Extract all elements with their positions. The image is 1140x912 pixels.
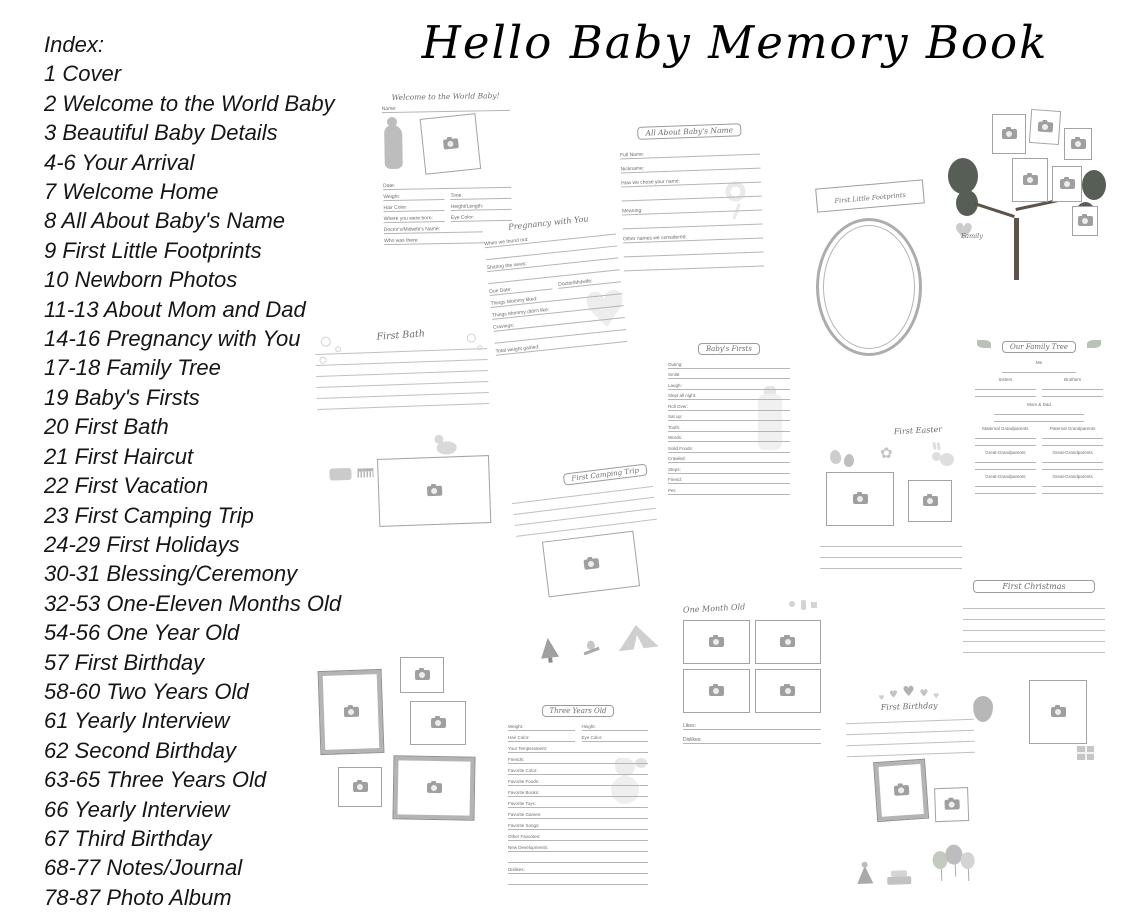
field-label: Hair Color: bbox=[383, 204, 408, 212]
field-label: Eye Color: bbox=[581, 735, 603, 740]
index-item: 7 Welcome Home bbox=[44, 179, 219, 205]
photo-frame bbox=[1072, 206, 1098, 236]
index-item: 32-53 One-Eleven Months Old bbox=[44, 590, 342, 616]
field-label: Weight: bbox=[508, 724, 524, 729]
field-line bbox=[582, 723, 649, 731]
field-line bbox=[668, 382, 790, 390]
field-line bbox=[508, 767, 648, 775]
page-first-bath bbox=[315, 327, 494, 533]
field-list bbox=[620, 141, 764, 272]
heart-icon bbox=[919, 689, 928, 699]
field-label: Cravings: bbox=[492, 322, 515, 331]
index-item: 17-18 Family Tree bbox=[44, 355, 221, 381]
tree-slot-label: Me bbox=[1035, 360, 1043, 365]
field-line bbox=[508, 866, 648, 874]
camera-icon bbox=[1037, 121, 1053, 132]
ruled-line bbox=[1042, 432, 1103, 439]
field-line bbox=[668, 371, 790, 379]
photo-frame bbox=[908, 480, 952, 522]
photo-frame bbox=[683, 620, 750, 664]
field-label: Doctor's/Midwife's Name: bbox=[383, 226, 441, 234]
index-list bbox=[44, 59, 341, 912]
photo-frame bbox=[1012, 158, 1048, 202]
index-item: 9 First Little Footprints bbox=[44, 237, 262, 263]
page-one-month bbox=[683, 598, 821, 760]
bunny-ears-icon bbox=[932, 442, 936, 450]
camera-icon bbox=[343, 707, 358, 718]
ruled-line bbox=[1002, 366, 1076, 373]
photo-frame bbox=[1064, 128, 1092, 160]
index-heading: Index: bbox=[44, 32, 104, 57]
heart-icon bbox=[889, 690, 898, 700]
tree-slot-label: Great-Grandparents bbox=[1052, 474, 1093, 479]
title-banner bbox=[815, 179, 925, 212]
rattle-mini-icon bbox=[789, 601, 795, 607]
ruled-line bbox=[1042, 383, 1103, 390]
photo-frame bbox=[377, 455, 491, 527]
field-label: Time: bbox=[450, 192, 463, 199]
field-line bbox=[451, 213, 512, 222]
ruled-line bbox=[975, 432, 1036, 439]
field-label: Favorite Books: bbox=[508, 790, 540, 795]
ruled-line bbox=[963, 631, 1105, 642]
field-line bbox=[620, 147, 760, 160]
index-item: 66 Yearly Interview bbox=[44, 796, 230, 822]
index-item: 19 Baby's Firsts bbox=[44, 384, 200, 410]
field-line bbox=[623, 245, 763, 258]
index-item: 4-6 Your Arrival bbox=[44, 149, 195, 175]
ruled-line bbox=[1042, 439, 1103, 446]
field-list bbox=[508, 720, 648, 885]
page-first-christmas bbox=[963, 576, 1105, 766]
page-title: Three Years Old bbox=[542, 705, 615, 717]
tree-slot-sisters bbox=[975, 377, 1036, 397]
page-three-years bbox=[508, 700, 648, 906]
tree-slot-label: Great-Grandparents bbox=[1052, 450, 1093, 455]
photo-frame bbox=[826, 472, 894, 526]
easter-egg-icon bbox=[829, 449, 842, 465]
index-item: 11-13 About Mom and Dad bbox=[44, 296, 306, 322]
field-label: Date: bbox=[383, 182, 396, 190]
camera-icon bbox=[1002, 129, 1017, 139]
easter-egg-icon bbox=[843, 453, 855, 467]
index-item: 78-87 Photo Album bbox=[44, 884, 232, 910]
field-line bbox=[623, 231, 763, 244]
page-first-easter bbox=[820, 424, 962, 578]
field-line bbox=[508, 789, 648, 797]
index-item: 20 First Bath bbox=[44, 414, 169, 440]
index-item: 3 Beautiful Baby Details bbox=[44, 120, 278, 146]
ruled-line bbox=[820, 547, 962, 558]
soap-icon bbox=[329, 468, 351, 481]
flower-icon bbox=[880, 446, 893, 461]
field-line bbox=[450, 191, 511, 200]
field-line bbox=[683, 722, 821, 730]
field-line bbox=[668, 487, 790, 495]
heart-icon bbox=[878, 695, 885, 702]
field-label: Other Favorites: bbox=[508, 834, 541, 839]
field-label: Where you were born: bbox=[383, 215, 433, 223]
photo-frame bbox=[755, 620, 822, 664]
field-label: Laugh: bbox=[668, 382, 682, 388]
ruled-line bbox=[1042, 456, 1103, 463]
campfire-icon bbox=[581, 640, 601, 656]
field-label: Height/Length: bbox=[450, 203, 484, 210]
field-line bbox=[508, 756, 648, 764]
field-label: Meaning: bbox=[621, 207, 643, 215]
field-label: Pet: bbox=[668, 487, 677, 493]
ruled-line bbox=[963, 598, 1105, 609]
pine-tree-icon bbox=[539, 637, 559, 659]
field-label: Things Mommy liked: bbox=[490, 296, 538, 307]
field-label: Friend: bbox=[668, 477, 683, 482]
index-item: 8 All About Baby's Name bbox=[44, 208, 286, 234]
camera-icon bbox=[709, 686, 724, 696]
camera-icon bbox=[442, 138, 458, 150]
page-title: Our Family Tree bbox=[1002, 341, 1076, 353]
memory-book-title: Hello Baby Memory Book bbox=[421, 16, 1049, 69]
photo-frame bbox=[542, 531, 640, 598]
leaf-decoration-icon bbox=[977, 340, 991, 348]
index-item: 24-29 First Holidays bbox=[44, 531, 240, 557]
field-label: Due Date: bbox=[489, 286, 513, 296]
page-title: First Camping Trip bbox=[563, 464, 648, 486]
footprint-oval-inner bbox=[823, 225, 915, 349]
tree-slot-label: Great-Grandparents bbox=[985, 450, 1026, 455]
field-line bbox=[508, 800, 648, 808]
leaf-decoration-icon bbox=[1087, 340, 1101, 348]
index-item: 21 First Haircut bbox=[44, 443, 194, 469]
tree-slot-label: Brothers bbox=[1064, 377, 1082, 382]
field-line bbox=[508, 778, 648, 786]
field-line bbox=[668, 434, 790, 442]
page-title: First Bath bbox=[376, 328, 426, 343]
mother-baby-silhouette bbox=[384, 125, 403, 169]
tree-slot-mom-dad bbox=[994, 402, 1084, 422]
field-label: Nickname: bbox=[620, 165, 645, 173]
ruled-line bbox=[963, 642, 1105, 653]
field-label: Things Mommy didn't like: bbox=[491, 306, 550, 319]
field-list bbox=[683, 716, 821, 744]
field-label: Doctor/Midwife: bbox=[557, 278, 593, 288]
camera-icon bbox=[353, 782, 368, 792]
field-label: Slept all night: bbox=[668, 393, 697, 398]
field-line bbox=[668, 445, 790, 453]
field-label: Tooth: bbox=[668, 424, 681, 430]
field-line bbox=[508, 855, 648, 863]
field-label: Sharing the news: bbox=[486, 261, 527, 272]
field-label: Eye Color: bbox=[450, 214, 475, 221]
photo-frame bbox=[934, 787, 969, 822]
party-hat-icon bbox=[857, 865, 874, 884]
camera-icon bbox=[709, 637, 724, 647]
field-line bbox=[582, 734, 649, 742]
field-line bbox=[624, 259, 764, 272]
photo-frame bbox=[393, 756, 474, 819]
tree-slot-maternal-grandparents bbox=[975, 426, 1036, 446]
field-line bbox=[668, 403, 790, 411]
tree-slot-label: Sisters bbox=[998, 377, 1013, 382]
field-line bbox=[668, 413, 790, 421]
tree-foliage bbox=[948, 158, 978, 194]
bottle-mini-icon bbox=[801, 600, 806, 610]
photo-frame bbox=[755, 669, 822, 713]
camera-icon bbox=[780, 637, 795, 647]
field-label: Other names we considered: bbox=[622, 234, 688, 243]
field-label: Roll Over: bbox=[668, 403, 689, 409]
photo-frame bbox=[420, 113, 482, 175]
camera-icon bbox=[944, 799, 959, 810]
field-line bbox=[622, 203, 762, 216]
field-label: Crawled: bbox=[668, 456, 686, 461]
index-item: 14-16 Pregnancy with You bbox=[44, 326, 301, 352]
tent-icon bbox=[616, 623, 659, 652]
field-label: Who was there: bbox=[384, 237, 419, 245]
bunny-icon bbox=[930, 444, 954, 466]
field-label: Weight: bbox=[383, 193, 401, 201]
field-label: Name: bbox=[381, 105, 397, 113]
page-our-family-tree bbox=[975, 336, 1103, 530]
field-label: Dislikes: bbox=[683, 737, 702, 743]
field-label: How we chose your name: bbox=[620, 178, 681, 187]
camera-icon bbox=[426, 783, 441, 793]
field-line bbox=[508, 822, 648, 830]
index-item: 1 Cover bbox=[44, 61, 122, 87]
field-label: Full Name: bbox=[619, 151, 645, 159]
field-label: New Developments: bbox=[508, 845, 549, 850]
ruled-line bbox=[1042, 390, 1103, 397]
photo-frame bbox=[338, 767, 382, 807]
page-title: First Christmas bbox=[973, 580, 1095, 593]
tree-slot-paternal-grandparents bbox=[1042, 426, 1103, 446]
field-label: Hair Color: bbox=[508, 735, 530, 740]
page-title: Pregnancy with You bbox=[507, 214, 589, 232]
field-line bbox=[668, 392, 790, 400]
field-line bbox=[620, 161, 760, 174]
page-title: First Little Footprints bbox=[834, 190, 907, 206]
camera-icon bbox=[1023, 175, 1038, 185]
index-item: 68-77 Notes/Journal bbox=[44, 855, 243, 881]
index-item: 23 First Camping Trip bbox=[44, 502, 254, 528]
field-label: Favorite Toys: bbox=[508, 801, 536, 806]
camera-icon bbox=[415, 670, 430, 680]
field-label: Solid Foods: bbox=[668, 445, 694, 451]
tree-slot-great-grandparents bbox=[975, 450, 1036, 470]
tree-slot-label: Maternal Grandparents bbox=[982, 426, 1029, 431]
field-line bbox=[451, 202, 512, 211]
field-line bbox=[668, 455, 790, 463]
ruled-line bbox=[975, 487, 1036, 494]
ruled-line bbox=[820, 558, 962, 569]
page-babys-firsts bbox=[668, 338, 790, 513]
field-label: Sat up: bbox=[668, 414, 683, 419]
ruled-line bbox=[975, 383, 1036, 390]
camera-icon bbox=[853, 494, 868, 504]
photo-frame bbox=[1052, 166, 1082, 202]
field-line bbox=[668, 424, 790, 432]
tree-slot-brothers bbox=[1042, 377, 1103, 397]
photo-area bbox=[382, 111, 511, 179]
tree-slot-great-grandparents bbox=[1042, 474, 1103, 494]
tree-slot-label: Mom & Dad bbox=[1027, 402, 1051, 407]
index-item: 54-56 One Year Old bbox=[44, 620, 240, 646]
camera-icon bbox=[1078, 216, 1093, 226]
ruled-line bbox=[1042, 480, 1103, 487]
field-line bbox=[383, 203, 444, 212]
page-title: First Birthday bbox=[880, 701, 938, 713]
tree-slot-great-grandparents bbox=[1042, 450, 1103, 470]
tree-slot-label: Paternal Grandparents bbox=[1049, 426, 1096, 431]
ruled-line bbox=[963, 609, 1105, 620]
photo-frame bbox=[1029, 680, 1087, 744]
photo-frame bbox=[410, 701, 466, 745]
index-item: 57 First Birthday bbox=[44, 649, 205, 675]
field-line bbox=[383, 192, 444, 201]
block-mini-icon bbox=[811, 602, 817, 608]
ruled-line bbox=[963, 620, 1105, 631]
field-line bbox=[508, 723, 575, 731]
balloon-icon bbox=[960, 852, 975, 869]
index-item: 62 Second Birthday bbox=[44, 737, 237, 763]
field-list bbox=[483, 223, 627, 356]
field-label: Outing: bbox=[668, 361, 683, 367]
camera-icon bbox=[893, 785, 909, 796]
tree-slot-me bbox=[1002, 360, 1076, 373]
field-line bbox=[508, 833, 648, 841]
field-label: Words: bbox=[668, 435, 683, 440]
field-line bbox=[683, 736, 821, 744]
ruled-line bbox=[994, 415, 1084, 422]
heart-icon bbox=[933, 693, 940, 700]
ruled-line bbox=[820, 536, 962, 547]
ruled-line bbox=[975, 439, 1036, 446]
ruled-line bbox=[975, 390, 1036, 397]
field-label: Smile: bbox=[668, 372, 681, 377]
index-item: 61 Yearly Interview bbox=[44, 708, 230, 734]
camera-icon bbox=[1051, 707, 1066, 717]
family-label: Family bbox=[961, 232, 983, 240]
photo-frame bbox=[1029, 109, 1061, 145]
tree-slot-label: Great-Grandparents bbox=[985, 474, 1026, 479]
photo-frame bbox=[992, 114, 1026, 154]
camera-icon bbox=[780, 686, 795, 696]
index-item: 2 Welcome to the World Baby bbox=[44, 90, 335, 116]
camera-icon bbox=[583, 558, 599, 570]
field-list bbox=[668, 358, 790, 495]
rubber-duck-icon bbox=[436, 441, 456, 455]
index-item: 63-65 Three Years Old bbox=[44, 767, 267, 793]
field-line bbox=[508, 734, 575, 742]
field-label: Favorite Foods: bbox=[508, 779, 540, 784]
field-label: Total weight gained: bbox=[495, 344, 540, 355]
field-label: Favorite Songs: bbox=[508, 823, 540, 828]
photo-frame bbox=[400, 657, 444, 693]
photo-frame bbox=[874, 760, 928, 821]
ruled-line bbox=[994, 408, 1084, 415]
page-babys-name bbox=[619, 119, 765, 300]
camera-icon bbox=[1071, 139, 1086, 149]
field-line bbox=[621, 175, 761, 188]
photo-frame bbox=[319, 670, 384, 754]
page-footprints bbox=[806, 176, 934, 366]
page-title: First Easter bbox=[893, 424, 943, 437]
camera-icon bbox=[426, 486, 441, 497]
ruled-line bbox=[1042, 487, 1103, 494]
comb-icon bbox=[357, 468, 373, 478]
ruled-line bbox=[975, 480, 1036, 487]
field-line bbox=[668, 361, 790, 369]
ruled-line bbox=[1042, 463, 1103, 470]
tree-branch bbox=[974, 202, 1015, 218]
field-label: Height: bbox=[581, 724, 596, 729]
footprint-oval-frame bbox=[816, 218, 922, 356]
field-line bbox=[622, 217, 762, 230]
page-photo-collage bbox=[316, 645, 484, 845]
camera-icon bbox=[923, 496, 938, 506]
field-label: Favorite Games: bbox=[508, 812, 542, 817]
gift-icon bbox=[1077, 746, 1094, 760]
page-title: One Month Old bbox=[682, 602, 746, 615]
page-pregnancy bbox=[482, 212, 633, 417]
index-item: 30-31 Blessing/Ceremony bbox=[44, 561, 298, 587]
birthday-cake-icon bbox=[887, 870, 911, 885]
ruled-line bbox=[975, 463, 1036, 470]
field-line bbox=[508, 745, 648, 753]
balloons-icon bbox=[932, 844, 979, 874]
heart-icon bbox=[902, 685, 915, 699]
field-label: Friends: bbox=[508, 757, 525, 762]
index-item: 22 First Vacation bbox=[44, 473, 209, 499]
index-item: 67 Third Birthday bbox=[44, 825, 212, 851]
field-line bbox=[621, 189, 761, 202]
tree-slot-great-grandparents bbox=[975, 474, 1036, 494]
pinecone-icon bbox=[973, 696, 993, 722]
field-label: Favorite Color: bbox=[508, 768, 538, 773]
page-title: All About Baby's Name bbox=[637, 123, 741, 140]
index-item: 10 Newborn Photos bbox=[44, 267, 238, 293]
field-label: When we found out: bbox=[483, 236, 529, 248]
index-item: 58-60 Two Years Old bbox=[44, 678, 249, 704]
field-line bbox=[668, 466, 790, 474]
field-label: Your Temperament: bbox=[508, 746, 548, 751]
field-line bbox=[508, 877, 648, 885]
tree-foliage bbox=[1082, 170, 1106, 200]
field-label: Dislikes: bbox=[508, 867, 525, 872]
field-line bbox=[668, 476, 790, 484]
camera-icon bbox=[1060, 179, 1075, 189]
tree-trunk bbox=[1014, 218, 1019, 280]
ruled-line bbox=[975, 456, 1036, 463]
photo-frame bbox=[683, 669, 750, 713]
index-panel bbox=[44, 30, 341, 912]
field-line bbox=[383, 180, 511, 190]
page-family-tree-photos bbox=[948, 106, 1108, 301]
field-label: Steps: bbox=[668, 466, 681, 472]
camera-icon bbox=[431, 718, 446, 728]
field-line bbox=[384, 214, 445, 223]
page-title: Welcome to the World Baby! bbox=[391, 91, 500, 102]
field-line bbox=[508, 811, 648, 819]
page-first-birthday bbox=[845, 684, 980, 890]
page-title: Baby's Firsts bbox=[698, 343, 760, 355]
field-line bbox=[508, 844, 648, 852]
field-label: Likes: bbox=[683, 723, 697, 729]
